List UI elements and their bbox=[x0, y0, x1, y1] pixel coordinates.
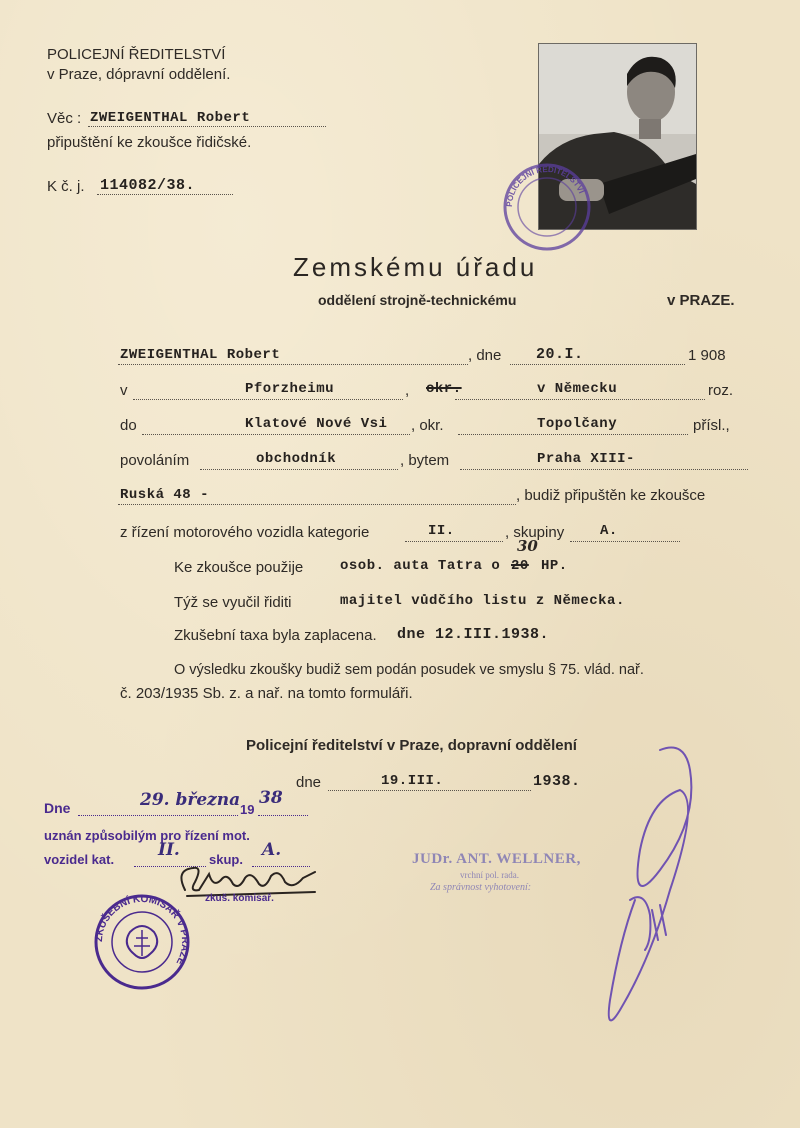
taxa-value: dne 12.III.1938. bbox=[397, 626, 550, 643]
birth-place: Pforzheimu bbox=[245, 381, 335, 397]
district-line bbox=[458, 434, 688, 435]
group: A. bbox=[600, 523, 618, 539]
skupiny-label: , skupiny bbox=[505, 524, 565, 541]
exam-dne-label: Dne bbox=[44, 800, 71, 816]
seal-text: ZKUŠEBNÍ KOMISAŘ V PRAZE bbox=[93, 893, 191, 967]
sig-year: 1938. bbox=[533, 773, 581, 790]
birthplace-line bbox=[133, 399, 403, 400]
exam-date: 29. března bbox=[140, 790, 241, 810]
taxa-label: Zkušební taxa byla zaplacena. bbox=[174, 627, 377, 644]
hp-struck: 20 bbox=[511, 558, 529, 574]
hp-corrected: 30 bbox=[517, 537, 538, 555]
addressee-city: v PRAZE. bbox=[667, 292, 735, 309]
photo-stamp-text: POLICEJNÍ ŘEDITELSTVÍ bbox=[504, 164, 586, 208]
residence-line bbox=[460, 469, 748, 470]
svg-text:POLICEJNÍ ŘEDITELSTVÍ bbox=[505, 165, 586, 207]
country-line bbox=[455, 399, 705, 400]
birth-day: 20.I. bbox=[536, 346, 584, 363]
body-name: ZWEIGENTHAL Robert bbox=[120, 347, 281, 363]
examiner-seal-icon bbox=[92, 892, 192, 992]
subject-desc: připuštění ke zkoušce řidičské. bbox=[47, 134, 252, 151]
kategorie-text: z řízení motorového vozidla kategorie bbox=[120, 524, 370, 541]
subject-name: ZWEIGENTHAL Robert bbox=[90, 110, 251, 126]
exam-date-line bbox=[78, 815, 238, 816]
header-line2: v Praze, dópravní oddělení. bbox=[47, 66, 231, 83]
official-signature-icon bbox=[590, 740, 710, 1040]
exam-year: 38 bbox=[259, 788, 283, 808]
vyucil-label: Týž se vyučil řiditi bbox=[174, 594, 292, 611]
country: v Německu bbox=[537, 381, 618, 397]
vysledek-line2: č. 203/1935 Sb. z. a nař. na tomto formuláři. bbox=[120, 685, 413, 702]
prisl-label: přísl., bbox=[693, 417, 730, 434]
pouzije-label: Ke zkoušce použije bbox=[174, 559, 304, 576]
residence: Praha XIII- bbox=[537, 451, 635, 467]
document-page: POLICEJNÍ ŘEDITELSTVÍ v Praze, dópravní oddělení. Věc : ZWEIGENTHAL Robert připuštění ke zkoušce řidičské. K č. j. 114082/38. POLICEJNÍ ŘEDITELSTVÍ Zemskému úřadu oddělení strojně-technickému v PRAZE. ZWEIGENTHAL Robert , dne 20.I. 1 908 v Pforzheimu , okr. v Německu roz. do Klatové Nové Vsi , okr. Topolčany přísl., povoláním obchodník , bytem Praha XIII- Ruská 48 - , budiž připuštěn ke zkoušce z řízení motorového vozidla kategorie II. , skupiny A. Ke zkoušce použije osob. auta Tatra o 20 30 HP. Týž se vyučil řiditi majitel vůdčího listu z Německa. Zkušební taxa byla zaplacena. dne 12.III.1938. O výsledku zkoušky budiž sem podán posudek ve smyslu § 75. vlád. nař. č. 203/1935 Sb. z. a nař. na tomto formuláři. Policejní ředitelství v Praze, dopravní oddělení dne 19.III. 1938. JUDr. ANT. WELLNER, vrchní pol. rada. Za správnost vyhotovení: Dne 29. března 19 38 uznán způsobilým pro řízení mot. vozidel kat. II. skup. A. zkuš. komisař. ZKUŠEBNÍ KOMISAŘ V PRAZE bbox=[0, 0, 800, 1128]
group-line bbox=[570, 541, 680, 542]
name-line bbox=[118, 364, 468, 365]
home-line bbox=[142, 434, 410, 435]
official-note: Za správnost vyhotovení: bbox=[430, 882, 532, 893]
addressee-subtitle: oddělení strojně-technickému bbox=[318, 292, 517, 308]
official-title: vrchní pol. rada. bbox=[460, 870, 519, 880]
home-place: Klatové Nové Vsi bbox=[245, 416, 388, 432]
ref-number: 114082/38. bbox=[100, 177, 196, 194]
category-line bbox=[405, 541, 503, 542]
subject-label: Věc : bbox=[47, 110, 82, 127]
birth-year: 1 908 bbox=[688, 347, 726, 364]
sig-date-line bbox=[328, 790, 531, 791]
budiz-text: , budiž připuštěn ke zkoušce bbox=[516, 487, 706, 504]
ref-label: K č. j. bbox=[47, 178, 85, 195]
ref-line bbox=[97, 194, 233, 195]
category: II. bbox=[428, 523, 455, 539]
birthdate-line bbox=[510, 364, 685, 365]
sig-dne-label: dne bbox=[296, 774, 322, 791]
bytem-label: , bytem bbox=[400, 452, 450, 469]
exam-skup-label: skup. bbox=[209, 852, 243, 867]
street: Ruská 48 - bbox=[120, 487, 210, 503]
vyucil-value: majitel vůdčího listu z Německa. bbox=[340, 593, 625, 609]
exam-group: A. bbox=[262, 840, 282, 860]
photo-stamp-icon bbox=[500, 160, 595, 255]
exam-uznan: uznán způsobilým pro řízení mot. bbox=[44, 828, 250, 843]
occupation: obchodník bbox=[256, 451, 337, 467]
official-name: JUDr. ANT. WELLNER, bbox=[412, 851, 581, 867]
exam-komisar-label: zkuš. komisař. bbox=[205, 893, 274, 904]
addressee-title: Zemskému úřadu bbox=[293, 252, 538, 282]
sig-date: 19.III. bbox=[381, 773, 444, 789]
okr-struck: okr. bbox=[426, 381, 462, 397]
exam-category: II. bbox=[158, 840, 180, 860]
roz-label: roz. bbox=[708, 382, 734, 399]
vysledek-line1: O výsledku zkoušky budiž sem podán posudek ve smyslu § 75. vlád. nař. bbox=[174, 662, 644, 678]
office-name: Policejní ředitelství v Praze, dopravní oddělení bbox=[246, 737, 577, 754]
hp-unit: HP. bbox=[541, 558, 568, 574]
district: Topolčany bbox=[537, 416, 618, 432]
header-line1: POLICEJNÍ ŘEDITELSTVÍ bbox=[47, 46, 226, 63]
do-label: do bbox=[120, 417, 137, 434]
povolanim-label: povoláním bbox=[120, 452, 190, 469]
exam-year-prefix: 19 bbox=[240, 802, 255, 817]
street-line bbox=[118, 504, 516, 505]
dne-label: , dne bbox=[468, 347, 502, 364]
subject-line bbox=[88, 126, 326, 127]
occupation-line bbox=[200, 469, 398, 470]
vehicle: osob. auta Tatra o bbox=[340, 558, 501, 574]
v-label: v bbox=[120, 382, 128, 399]
exam-vozidel-label: vozidel kat. bbox=[44, 852, 115, 867]
okr-label: , okr. bbox=[411, 417, 444, 434]
